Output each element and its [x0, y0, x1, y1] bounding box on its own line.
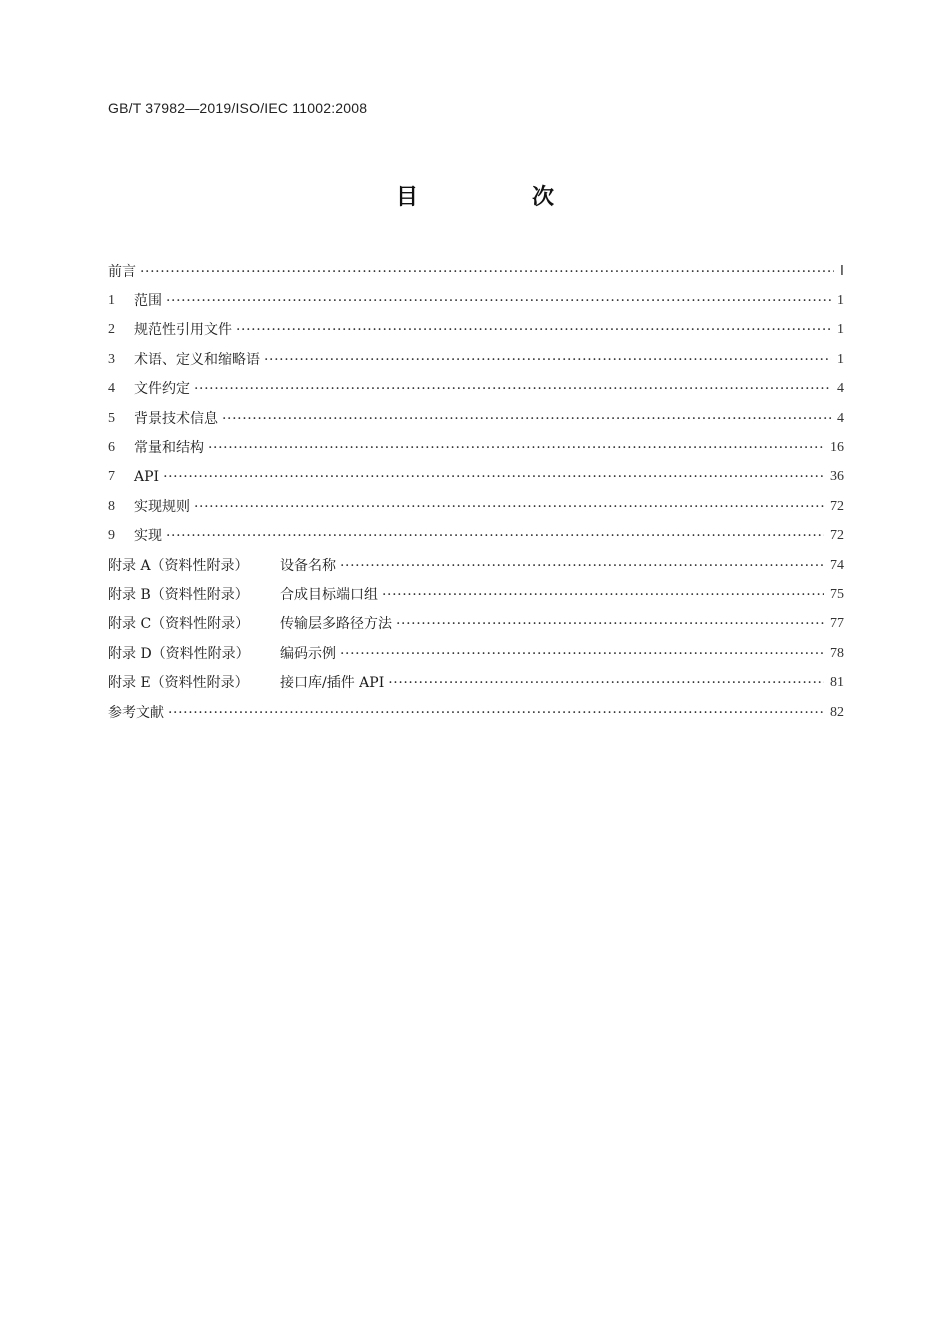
toc-entry-label — [108, 615, 396, 633]
toc-entry-number: 9 — [108, 528, 115, 544]
toc-entry-page: 72 — [830, 528, 844, 544]
toc-entry-bibliography[interactable] — [108, 698, 844, 727]
toc-leader — [382, 586, 824, 604]
toc-entry-annex-e[interactable] — [108, 668, 844, 697]
annex-prefix: 附录 C（资料性附录） — [108, 616, 250, 633]
toc-entry-label: 范围 — [134, 293, 162, 310]
toc-entry-page: 82 — [830, 704, 844, 720]
toc-leader — [194, 380, 831, 398]
toc-entry-annex-a[interactable] — [108, 551, 844, 580]
toc-leader — [163, 468, 824, 486]
toc-entry-label: 实现 — [134, 528, 162, 545]
annex-prefix: 附录 B（资料性附录） — [108, 586, 249, 603]
toc-entry-clause-8[interactable] — [108, 492, 844, 521]
annex-title: 接口库/插件 API — [280, 675, 385, 692]
toc-entry-page: 1 — [837, 351, 844, 367]
toc-entry-number: 5 — [108, 410, 115, 426]
toc-leader — [168, 704, 824, 722]
toc-entry-label: 规范性引用文件 — [134, 322, 232, 339]
toc-entry-clause-3[interactable] — [108, 345, 844, 374]
toc-entry-label — [108, 557, 340, 575]
toc-entry-label: 前言 — [108, 263, 136, 280]
toc-entry-label — [108, 586, 382, 604]
toc-entry-page: 36 — [830, 469, 844, 485]
toc-leader — [340, 645, 824, 663]
page-title: 目 次 — [395, 185, 600, 210]
toc-entry-page: Ⅰ — [839, 263, 844, 279]
toc-leader — [166, 292, 831, 310]
annex-title: 合成目标端口组 — [280, 586, 378, 603]
toc-leader — [388, 674, 824, 692]
toc-entry-page: 74 — [830, 557, 844, 573]
toc-entry-page: 1 — [837, 293, 844, 309]
toc-entry-clause-9[interactable] — [108, 522, 844, 551]
toc-entry-page: 72 — [830, 498, 844, 514]
toc-entry-foreword[interactable] — [108, 257, 844, 286]
toc-entry-label: 参考文献 — [108, 704, 164, 721]
toc-entry-annex-d[interactable] — [108, 639, 844, 668]
toc-entry-clause-6[interactable] — [108, 433, 844, 462]
toc-leader — [208, 439, 824, 457]
toc-entry-label: 常量和结构 — [134, 440, 204, 457]
document-code: GB/T 37982—2019/ISO/IEC 11002:2008 — [108, 100, 368, 116]
toc-leader — [396, 615, 824, 633]
toc-entry-number: 3 — [108, 351, 115, 367]
toc-entry-number: 7 — [108, 469, 115, 485]
toc-entry-page: 4 — [837, 381, 844, 397]
toc-entry-annex-c[interactable] — [108, 610, 844, 639]
toc-entry-label — [108, 645, 340, 663]
toc-entry-number: 4 — [108, 381, 115, 397]
toc-leader — [236, 321, 831, 339]
toc-leader — [340, 557, 824, 575]
toc-entry-label — [108, 674, 388, 692]
toc-entry-label: 实现规则 — [134, 498, 190, 515]
table-of-contents — [108, 257, 844, 727]
toc-entry-number: 8 — [108, 498, 115, 514]
toc-entry-page: 78 — [830, 645, 844, 661]
annex-prefix: 附录 A（资料性附录） — [108, 557, 249, 574]
toc-entry-clause-4[interactable] — [108, 375, 844, 404]
annex-title: 编码示例 — [280, 645, 336, 662]
toc-leader — [264, 351, 831, 369]
toc-entry-page: 1 — [837, 322, 844, 338]
annex-prefix: 附录 D（资料性附录） — [108, 645, 250, 662]
toc-entry-label: API — [134, 469, 160, 486]
toc-entry-number: 2 — [108, 322, 115, 338]
toc-entry-label: 背景技术信息 — [134, 410, 218, 427]
toc-entry-page: 77 — [830, 616, 844, 632]
toc-entry-annex-b[interactable] — [108, 580, 844, 609]
toc-entry-clause-2[interactable] — [108, 316, 844, 345]
annex-title: 设备名称 — [280, 557, 336, 574]
toc-entry-page: 16 — [830, 440, 844, 456]
toc-entry-page: 75 — [830, 586, 844, 602]
toc-entry-number: 6 — [108, 440, 115, 456]
toc-entry-page: 81 — [830, 675, 844, 691]
toc-entry-label: 文件约定 — [134, 381, 190, 398]
toc-leader — [194, 498, 824, 516]
annex-prefix: 附录 E（资料性附录） — [108, 675, 249, 692]
annex-title: 传输层多路径方法 — [280, 616, 392, 633]
toc-entry-clause-5[interactable] — [108, 404, 844, 433]
toc-entry-label: 术语、定义和缩略语 — [134, 351, 260, 368]
toc-leader — [166, 527, 824, 545]
toc-entry-page: 4 — [837, 410, 844, 426]
toc-entry-clause-1[interactable] — [108, 286, 844, 315]
toc-entry-number: 1 — [108, 293, 115, 309]
toc-entry-clause-7[interactable] — [108, 463, 844, 492]
toc-leader — [140, 263, 834, 281]
toc-leader — [222, 410, 831, 428]
